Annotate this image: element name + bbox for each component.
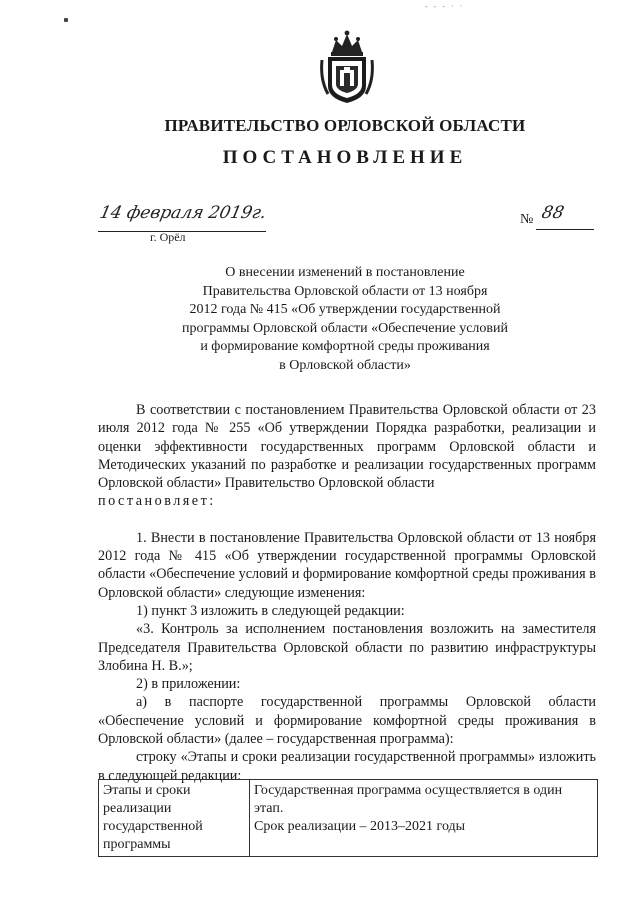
document-body: [98, 401, 596, 785]
table-cell-value: [250, 780, 598, 857]
scan-marks: - - - · ·: [425, 2, 465, 11]
document-type: ПОСТАНОВЛЕНИЕ: [222, 147, 468, 168]
handwritten-number: 88: [539, 203, 566, 223]
cell-line: реализации: [103, 801, 172, 816]
subject-line: Правительства Орловской области от 13 ноября: [202, 283, 488, 299]
coat-of-arms-icon: [318, 30, 376, 104]
decree-word: постановляет:: [98, 493, 216, 510]
subject-line: в Орловской области»: [279, 357, 411, 373]
paragraph-1-2: 2) в приложении:: [136, 676, 241, 693]
city: г. Орёл: [150, 230, 186, 244]
number-label: №: [520, 212, 534, 227]
cell-line: Этапы и сроки: [103, 783, 191, 798]
organization-name: ПРАВИТЕЛЬСТВО ОРЛОВСКОЙ ОБЛАСТИ: [164, 116, 526, 135]
subject-line: и формирование комфортной среды проживания: [200, 339, 490, 354]
cell-line: государственной: [103, 819, 203, 834]
preamble-paragraph: В соответствии с постановлением Правительства Орловской области от 23 июля 2012 года № 255 «Об утверждении Порядка разработки, реализации и оценки эффективности государственных программ Орловской области и Методических указаний по разработке и реализации государственных программ Орловской области» Правительство Орловской области: [98, 402, 596, 492]
scan-mark: [64, 18, 68, 22]
paragraph-1-2-a: а) в паспорте государственной программы Орловской области «Обеспечение условий и формирование комфортной среды проживания в Орловской области» (далее – государственная программа):: [98, 694, 596, 748]
document-subject: [140, 264, 550, 375]
handwritten-date: 14 февраля 2019г.: [97, 203, 269, 223]
table-cell-label: [99, 780, 250, 857]
paragraph-1: 1. Внести в постановление Правительства Орловской области от 13 ноября 2012 года № 415 «Об утверждении государственной программы Орловской области «Обеспечение условий и формирование комфортной среды проживания в Орловской области» следующие изменения:: [98, 529, 596, 601]
subject-line: программы Орловской области «Обеспечение условий: [181, 320, 509, 336]
cell-line: этап.: [254, 801, 284, 816]
passport-table: [98, 779, 598, 857]
paragraph-1-1: 1) пункт 3 изложить в следующей редакции:: [136, 602, 405, 619]
cell-line: Государственная программа осуществляется в один: [254, 783, 563, 798]
table-row: [99, 780, 598, 857]
subject-line: 2012 года № 415 «Об утверждении государственной: [189, 302, 501, 317]
paragraph-1-2-a-row: строку «Этапы и сроки реализации государственной программы» изложить в следующей редакции:: [98, 749, 596, 784]
subject-line: О внесении изменений в постановление: [225, 265, 465, 280]
paragraph-1-1-text: «3. Контроль за исполнением постановления возложить на заместителя Председателя Правительства Орловской области по развитию инфраструктуры Злобина Н. В.»;: [98, 621, 596, 674]
cell-line: Срок реализации – 2013–2021 годы: [254, 819, 466, 834]
cell-line: программы: [103, 837, 171, 852]
